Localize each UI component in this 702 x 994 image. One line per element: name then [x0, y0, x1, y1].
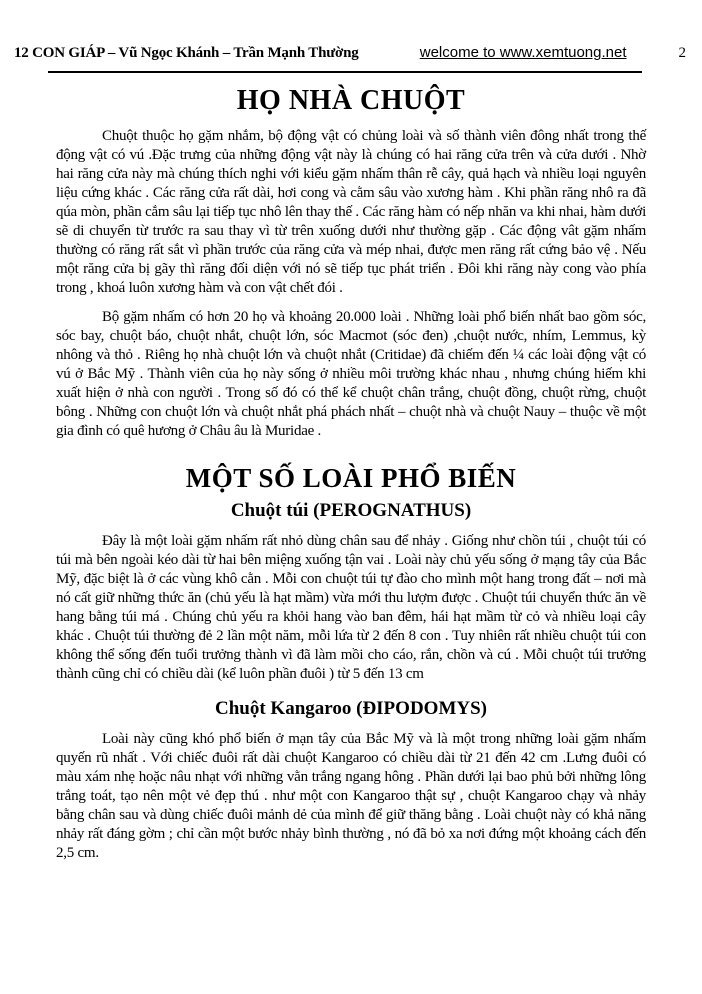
header-website-link[interactable]: welcome to www.xemtuong.net — [419, 44, 627, 61]
document-body — [56, 127, 646, 863]
paragraph-rodent-families: Bộ gặm nhấm có hơn 20 họ và khoảng 20.000 loài . Những loài phổ biến nhất bao gồm sóc, sóc bay, chuột báo, chuột nhắt, chuột lớn, sóc Macmot (sóc đen) ,chuột nước, nhím, Lemmus, kỳ nhông và thỏ . Riêng họ nhà chuột lớn và chuột nhắt (Critidae) đã chiếm đến ¼ các loài động vật có vú ở Bắc Mỹ . Thành viên của họ này sống ở nhiều môi trường khác nhau , nhưng chúng hiếm khi xuất hiện ở nhà con người . Trong số đó có thể kể chuột chân trắng, chuột đồng, chuột rừng, chuột bông . Những con chuột lớn và chuột nhắt phá phách nhất – chuột nhà và chuột Nauy – thuộc về một gia đình có quê hương ở Châu âu là Muridae . — [56, 309, 646, 439]
section-heading-common-species: MỘT SỐ LOÀI PHỔ BIẾN — [185, 463, 517, 493]
subheading-kangaroo-rat: Chuột Kangaroo (ĐIPODOMYS) — [215, 698, 487, 719]
header-book-title: 12 CON GIÁP – Vũ Ngọc Khánh – Trần Mạnh Thường — [14, 45, 359, 61]
header-divider — [48, 71, 642, 73]
paragraph-rodent-teeth: Chuột thuộc họ gặm nhắm, bộ động vật có chủng loài và số thành viên đông nhất trong thế động vật có vú .Đặc trưng của những động vật này là chúng có hai răng cửa trên và cửa dưới . Nhờ hai răng cửa này mà chúng thích nghi với kiểu gặm nhấm thân rễ cây, quả hạch và nhiều loại nguyên liệu cứng khác . Các răng cửa rất dài, hơi cong và cằm sâu vào xương hàm . Khi phần răng nhô ra đã qúa mòn, phần cắm sâu lại tiếp tục nhô lên thay thế . Các răng hàm có nếp nhăn va khi nhai, hàm dưới sẽ di chuyển từ trước ra sau thay vì từ trên xuống dưới như thường gặp . Các động vât gặm nhấm thường có răng rất sắt vì phần trước của răng cửa và mép nhai, được men răng rất cứng bảo vệ . Nếu một răng cửa bị gãy thì răng đối diện với nó sẽ tiếp tục phát triển . Đôi khi răng này cong vào phía trong , khoá luôn xương hàm và con vật chết đói . — [56, 128, 646, 296]
page-header — [0, 0, 702, 62]
document-title: HỌ NHÀ CHUỘT — [236, 85, 466, 116]
paragraph-kangaroo-rat: Loài này cũng khó phổ biến ở mạn tây của Bắc Mỹ và là một trong những loài gặm nhấm quyến rũ nhất . Với chiếc đuôi rất dài chuột Kangaroo có chiều dài từ 21 đến 42 cm .Lưng đuôi có màu xám nhẹ hoặc nâu nhạt với những vằn trắng ngang hông . Phần dưới lại bao phủ bởi những lông trắng toát, tạo nên một vẻ đẹp thú . như một con Kangaroo thật sự , chuột Kangaroo chạy và nhảy bằng chân sau và dùng chiếc đuôi mảnh dẻ của mình để giữ thăng bằng . Loài chuột này có khả năng nhảy rất đáng gờm ; chỉ cần một bước nhảy bình thường , nó đã bỏ xa nơi đứng một khoảng cách đến 2,5 cm. — [56, 731, 646, 861]
subheading-pocket-mouse: Chuột túi (PEROGNATHUS) — [230, 500, 472, 521]
paragraph-pocket-mouse: Đây là một loài gặm nhấm rất nhỏ dùng chân sau để nhảy . Giống như chồn túi , chuột túi có túi mà bên ngoài kéo dài từ hai bên miệng xuống tận vai . Loài này chủ yếu sống ở mạng tây của Bắc Mỹ, đặc biệt là ở các vùng khô cằn . Mỗi con chuột túi tự đào cho mình một hang trong đất – nơi mà nó cất giữ những thức ăn (chủ yếu là hạt mầm) vừa mới thu lượm được . Chuột túi chuyển thức ăn về hang bằng túi má . Chúng chủ yếu ra khỏi hang vào ban đêm, hái hạt mầm từ cỏ và nhiều loại cây khác . Chuột túi thường đẻ 2 lần một năm, mỗi lứa từ 2 đến 8 con . Tuy nhiên rất nhiều chuột túi con không thể sống đến tuổi trưởng thành vì đã làm mồi cho cáo, rắn, chồn và cú . Mỗi chuột túi trưởng thành cũng chỉ có chiều dài (kể luôn phần đuôi ) từ 5 đến 13 cm — [56, 533, 646, 682]
page-number: 2 — [678, 45, 686, 61]
